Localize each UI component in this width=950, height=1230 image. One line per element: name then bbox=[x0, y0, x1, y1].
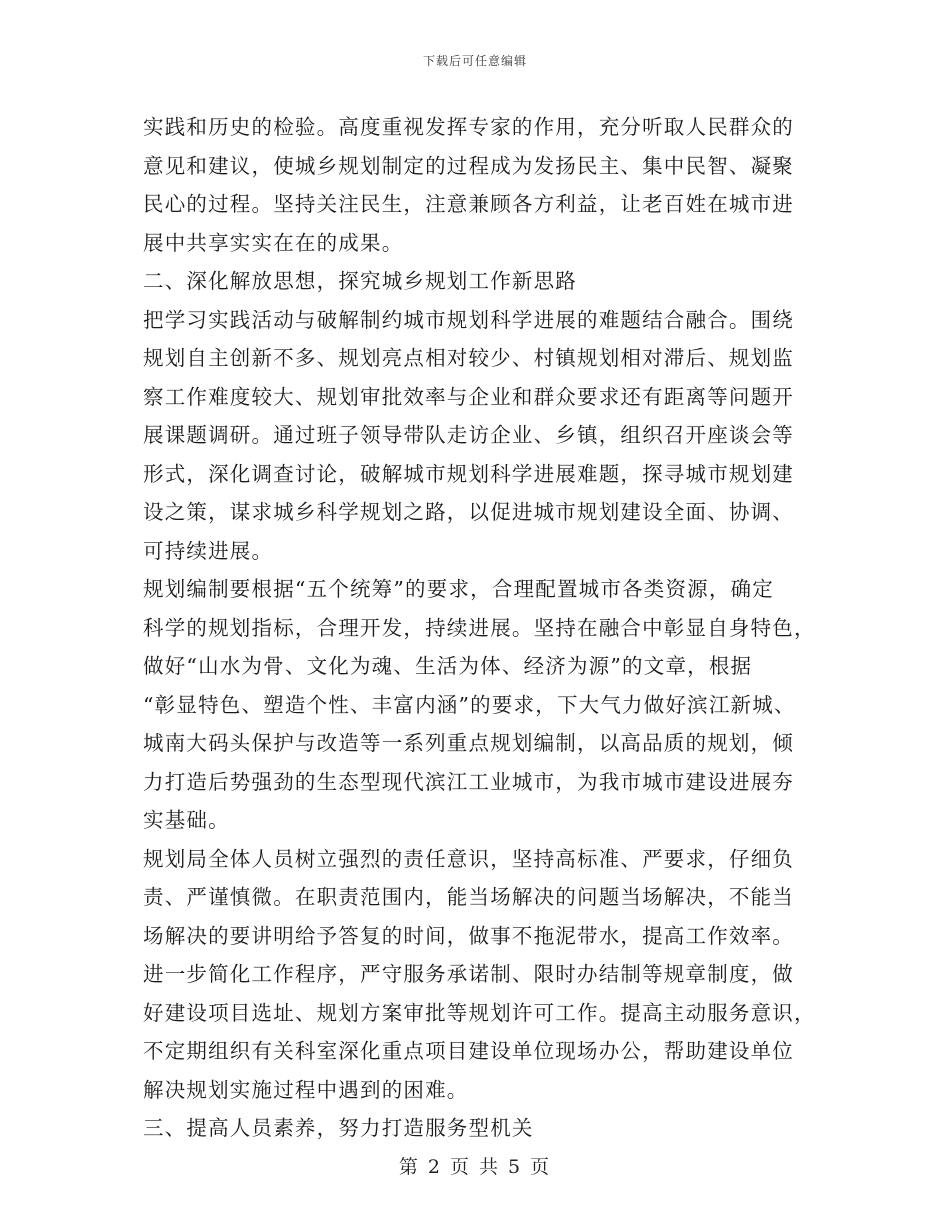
text-line: 进一步简化工作程序，严守服务承诺制、限时办结制等规章制度，做 bbox=[143, 962, 794, 986]
section-heading: 三、提高人员素养，努力打造服务型机关 bbox=[143, 1116, 534, 1140]
page-header-note: 下载后可任意编辑 bbox=[422, 54, 527, 68]
text-line: 民心的过程。坚持关注民生，注意兼顾各方利益，让老百姓在城市进 bbox=[143, 192, 794, 216]
text-line: 可持续进展。 bbox=[143, 538, 274, 563]
section-heading: 二、深化解放思想，探究城乡规划工作新思路 bbox=[143, 269, 577, 293]
text-line: 规划自主创新不多、规划亮点相对较少、村镇规划相对滞后、规划监 bbox=[143, 346, 794, 370]
page-number: 第 2 页 共 5 页 bbox=[398, 1156, 552, 1178]
text-line: 察工作难度较大、规划审批效率与企业和群众要求还有距离等问题开 bbox=[143, 384, 794, 409]
text-line: 城南大码头保护与改造等一系列重点规划编制，以高品质的规划，倾 bbox=[143, 731, 794, 755]
text-line: 规划局全体人员树立强烈的责任意识，坚持高标准、严要求，仔细负 bbox=[143, 846, 794, 871]
text-line: 场解决的要讲明给予答复的时间，做事不拖泥带水，提高工作效率。 bbox=[143, 923, 794, 948]
text-line: 不定期组织有关科室深化重点项目建设单位现场办公，帮助建设单位 bbox=[143, 1039, 794, 1063]
text-line: 实基础。 bbox=[143, 808, 230, 832]
text-line: 意见和建议，使城乡规划制定的过程成为发扬民主、集中民智、凝聚 bbox=[143, 153, 794, 178]
text-line: 力打造后势强劲的生态型现代滨江工业城市，为我市城市建设进展夯 bbox=[143, 769, 794, 794]
text-line: 做好“山水为骨、文化为魂、生活为体、经济为源”的文章，根据 bbox=[143, 654, 753, 678]
text-line: 好建设项目选址、规划方案审批等规划许可工作。提高主动服务意识， bbox=[143, 1000, 816, 1025]
text-line: 展中共享实实在在的成果。 bbox=[143, 230, 404, 255]
text-line: 科学的规划指标，合理开发，持续进展。坚持在融合中彰显自身特色， bbox=[143, 615, 816, 640]
text-line: 规划编制要根据“五个统筹”的要求，合理配置城市各类资源，确定 bbox=[143, 577, 774, 601]
text-line: “彰显特色、塑造个性、丰富内涵”的要求，下大气力做好滨江新城、 bbox=[143, 692, 796, 717]
text-line: 形式，深化调查讨论，破解城市规划科学进展难题，探寻城市规划建 bbox=[143, 461, 794, 486]
text-line: 实践和历史的检验。高度重视发挥专家的作用，充分听取人民群众的 bbox=[143, 115, 794, 139]
text-line: 展课题调研。通过班子领导带队走访企业、乡镇，组织召开座谈会等 bbox=[143, 423, 794, 447]
text-line: 设之策，谋求城乡科学规划之路，以促进城市规划建设全面、协调、 bbox=[143, 500, 794, 524]
text-line: 解决规划实施过程中遇到的困难。 bbox=[143, 1077, 469, 1102]
document-body bbox=[143, 108, 823, 1148]
text-line: 把学习实践活动与破解制约城市规划科学进展的难题结合融合。围绕 bbox=[143, 307, 794, 332]
text-line: 责、严谨慎微。在职责范围内，能当场解决的问题当场解决，不能当 bbox=[143, 885, 794, 909]
